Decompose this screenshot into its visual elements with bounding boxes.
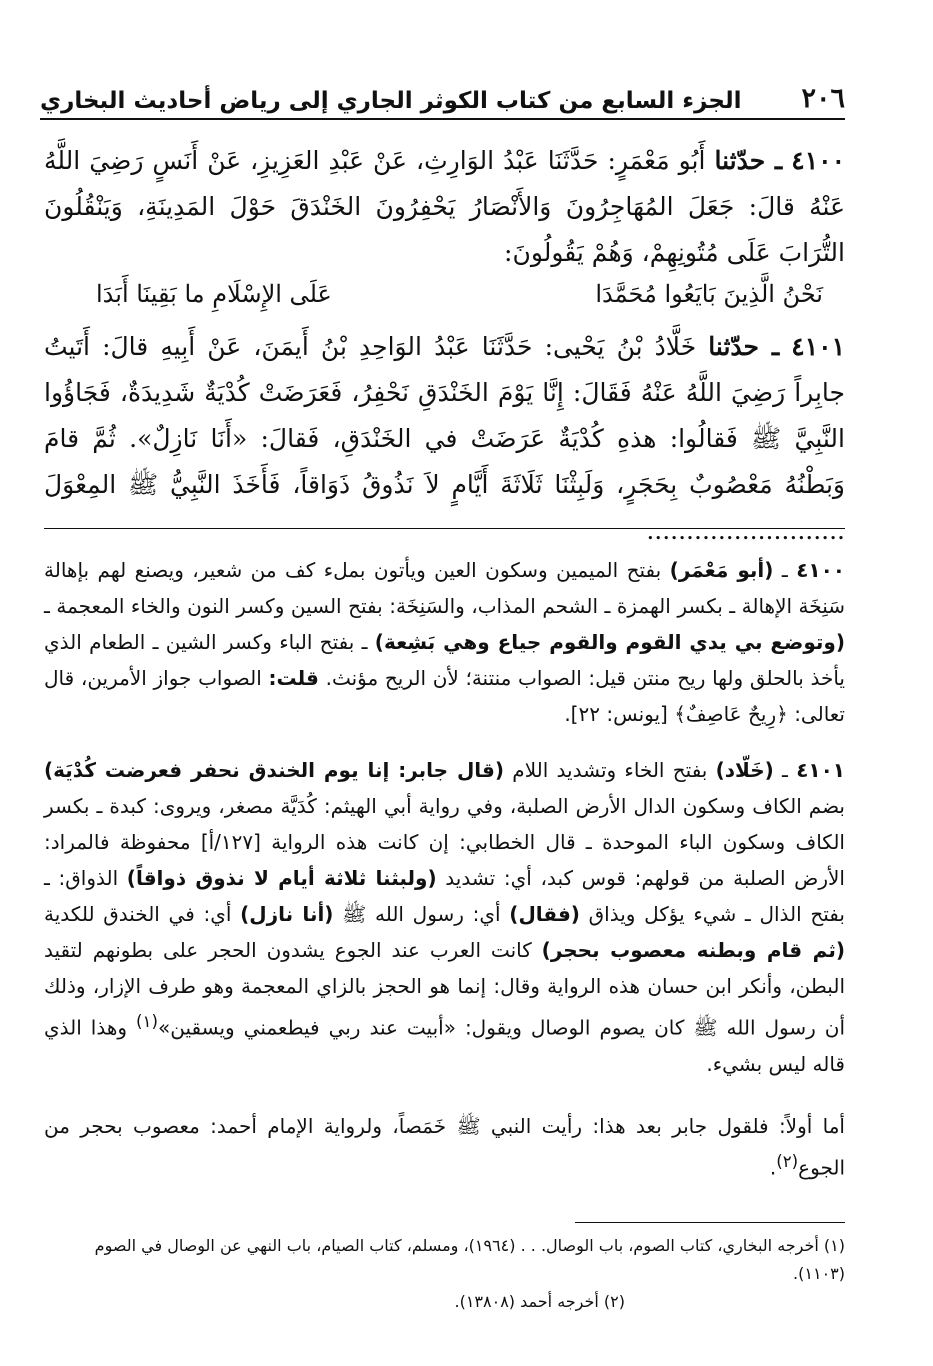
commentary-text: الصواب جواز الأمرين، قال تعالى: ﴿رِيحٌ عَاصِفٌ﴾ [يونس: ٢٢].: [44, 666, 845, 726]
page-header: [40, 74, 845, 120]
commentary-text: أي: في الخندق للكدية: [44, 902, 241, 926]
text-commentary-divider: [44, 528, 845, 529]
running-title: الجزء السابع من كتاب الكوثر الجاري إلى رياض أحاديث البخاري: [40, 88, 742, 114]
commentary-text: كانت العرب عند الجوع يشدون الحجر على بطونهم لتقيد البطن، وأنكر ابن حسان هذه الرواية وقال: إنما هو الحجز بالزاي المعجمة وهو طرف الإزار، وذلك أن رسول الله ﷺ كان يصوم الوصال ويقول: «أبيت عند ربي فيطعمني ويسقين»: [44, 938, 846, 1040]
commentary-lemma: (خَلّاد): [715, 758, 774, 782]
commentary-text: أي: رسول الله ﷺ: [333, 902, 510, 926]
commentary-text: الذواق: ـ بفتح الذال ـ شيء يؤكل ويذاق: [44, 866, 845, 926]
hadith-lead: ـ حدّثنا: [708, 332, 780, 361]
commentary-number: ٤١٠١: [796, 758, 846, 782]
commentary-4100: [44, 552, 845, 732]
footnote-ref-1[interactable]: (١): [136, 1012, 158, 1031]
commentary-text: ـ بفتح الباء وكسر الشين ـ الطعام الذي يأخذ بالحلق ولها ريح منتن قيل: الصواب منتنة؛ لأن الريح مؤنث.: [44, 630, 845, 690]
hadith-number: ٤١٠٠: [791, 146, 846, 175]
hadith-number: ٤١٠١: [791, 332, 846, 361]
verse-first-hemistich: نَحْنُ الَّذِينَ بَايَعُوا مُحَمَّدَا: [595, 280, 823, 308]
footnote-divider: [575, 1222, 845, 1223]
commentary-lemma: (قال جابر: إنا يوم الخندق نحفر فعرضت كُدْيَة): [44, 758, 505, 782]
dash: ـ: [773, 758, 797, 782]
commentary-lemma: (وتوضع بي يدي القوم والقوم جياع وهي بَشِعة): [374, 630, 845, 654]
verse-second-hemistich: عَلَى الإِسْلَامِ ما بَقِينَا أَبَدَا: [96, 280, 332, 308]
hadith-4100: [44, 138, 845, 276]
commentary-extra: [44, 1108, 845, 1186]
commentary-lemma: (ولبثنا ثلاثة أيام لا نذوق ذواقاً): [126, 866, 437, 890]
commentary-4101: [44, 752, 845, 1082]
commentary-text: أما أولاً: فلقول جابر بعد هذا: رأيت النبي ﷺ خَمَصاً، ولرواية الإمام أحمد: معصوب بحجر من الجوع: [44, 1114, 845, 1180]
commentary-text: وهذا الذي قاله ليس بشيء.: [44, 1015, 845, 1076]
hadith-lead: ـ حدّثنا: [714, 146, 783, 175]
footnote-2: (٢) أخرجه أحمد (١٣٨٠٨).: [454, 1292, 625, 1311]
footnote-1: (١) أخرجه البخاري، كتاب الصوم، باب الوصال. . . (١٩٦٤)، ومسلم، كتاب الصيام، باب النهي عن الوصال في الصوم (١١٠٣).: [94, 1236, 845, 1283]
footnote-ref-2[interactable]: (٢): [776, 1152, 799, 1171]
poetry-verse: [96, 280, 823, 308]
commentary-text: بضم الكاف وسكون الدال الأرض الصلبة، وفي رواية أبي الهيثم: كُدَيَّة مصغر، ويروى: كبدة ـ بكسر الكاف وسكون الباء الموحدة ـ قال الخطابي: إن كانت هذه الرواية [١٢٧/أ] محفوظة فالمراد: الأرض الصلبة من قولهم: قوس كبد، أي: تشديد: [44, 794, 845, 890]
commentary-text: بفتح الميمين وسكون العين ويأتون بملء كف من شعير، ويصنع لهم بإهالة سَنِخَة الإهالة ـ بكسر الهمزة ـ الشحم المذاب، والسَنِخَة: بفتح السين وكسر النون والخاء المعجمة ـ: [44, 558, 845, 618]
commentary-qultu: قلت:: [268, 666, 319, 690]
hadith-text: خَلَّادُ بْنُ يَحْيى: حَدَّثَنَا عَبْدُ الوَاحِدِ بْنُ أَيمَنَ، عَنْ أَبِيهِ قالَ: أَتَيتُ جابِراً رَضِيَ اللَّهُ عَنْهُ فَقَالَ: إِنَّا يَوْمَ الخَنْدَقِ نَحْفِرُ، فَعَرَضَتْ كُدْيَةٌ شَدِيدَةٌ، فَجَاؤُوا النَّبِيَّ ﷺ فَقالُوا: هذهِ كُدْيَةٌ عَرَضَتْ في الخَنْدَقِ، فَقالَ: «أَنَا نَازِلٌ». ثُمَّ قامَ وَبَطْنُهُ مَعْصُوبٌ بِحَجَرٍ، وَلَبِثْنَا ثَلَاثَةَ أَيَّامٍ لاَ نَذُوقُ ذَوَاقاً، فَأَخَذَ النَّبِيُّ ﷺ المِعْوَلَ .........................: [44, 332, 845, 545]
commentary-lemma: (أنا نازل): [240, 902, 334, 926]
dash: ـ: [773, 558, 797, 582]
footnotes: [44, 1232, 845, 1316]
period: .: [769, 1155, 777, 1180]
commentary-lemma: (ثم قام وبطنه معصوب بحجر): [541, 938, 845, 962]
page-number: ٢٠٦: [801, 83, 845, 114]
commentary-text: بفتح الخاء وتشديد اللام: [504, 758, 716, 782]
hadith-4101: [44, 324, 845, 554]
commentary-lemma: (فقال): [509, 902, 580, 926]
commentary-lemma: (أبو مَعْمَر): [669, 558, 774, 582]
commentary-number: ٤١٠٠: [796, 558, 846, 582]
hadith-text: أَبُو مَعْمَرٍ: حَدَّثَنَا عَبْدُ الوَارِثِ، عَنْ عَبْدِ العَزِيزِ، عَنْ أَنَسٍ رَضِيَ اللَّهُ عَنْهُ قالَ: جَعَلَ المُهَاجِرُونَ وَالأَنْصَارُ يَحْفِرُونَ الخَنْدَقَ حَوْلَ المَدِينَةِ، وَيَنْقُلُونَ التُّرَابَ عَلَى مُتُونِهِمْ، وَهُمْ يَقُولُونَ:: [44, 146, 845, 267]
